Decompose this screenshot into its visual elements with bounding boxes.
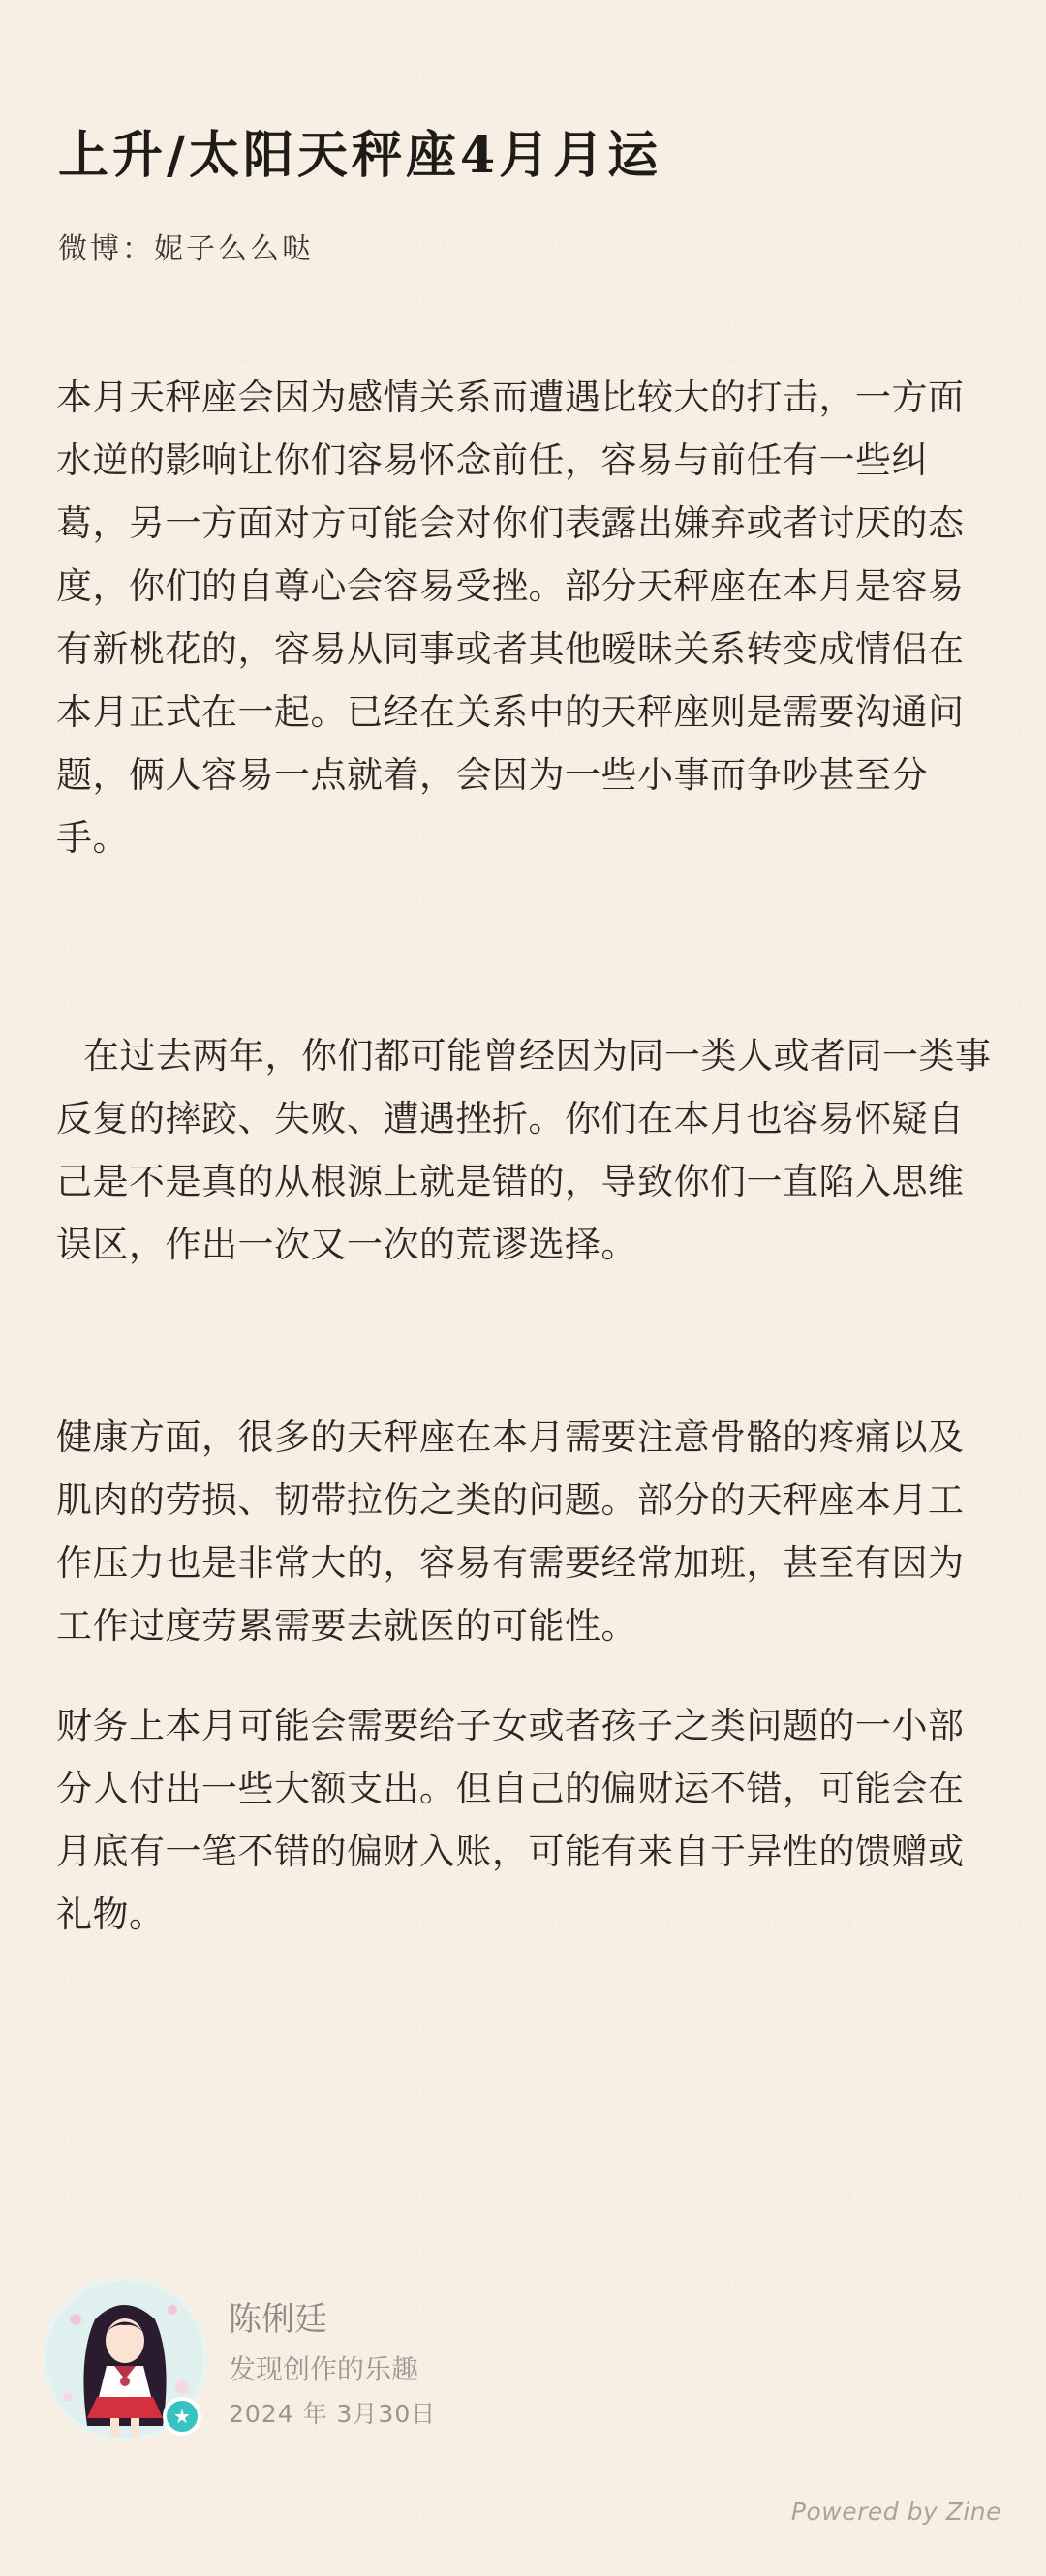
article-paragraph: 财务上本月可能会需要给子女或者孩子之类问题的一小部分人付出一些大额支出。但自己的偏财运不错，可能会在月底有一笔不错的偏财入账，可能有来自于异性的馈赠或礼物。 (56, 1705, 965, 1935)
article-paragraph: 本月天秤座会因为感情关系而遭遇比较大的打击，一方面水逆的影响让你们容易怀念前任，容易与前任有一些纠葛，另一方面对方可能会对你们表露出嫌弃或者讨厌的态度，你们的自尊心会容易受挫。部分天秤座在本月是容易有新桃花的，容易从同事或者其他暧昧关系转变成情侣在本月正式在一起。已经在关系中的天秤座则是需要沟通问题，俩人容易一点就着，会因为一些小事而争吵甚至分手。 (56, 377, 965, 859)
article-paragraph: 在过去两年，你们都可能曾经因为同一类人或者同一类事反复的摔跤、失败、遭遇挫折。你们在本月也容易怀疑自己是不是真的从根源上就是错的，导致你们一直陷入思维误区，作出一次又一次的荒谬选择。 (56, 1035, 992, 1265)
author-name[interactable]: 陈俐廷 (229, 2300, 327, 2339)
article-paragraph: 健康方面，很多的天秤座在本月需要注意骨骼的疼痛以及肌肉的劳损、韧带拉伤之类的问题。部分的天秤座本月工作压力也是非常大的，容易有需要经常加班，甚至有因为工作过度劳累需要去就医的可能性。 (56, 1416, 965, 1647)
star-badge-icon: ★ (163, 2397, 201, 2436)
article-title: 上升/太阳天秤座4月月运 (58, 126, 662, 185)
author-slogan: 发现创作的乐趣 (229, 2353, 419, 2385)
author-card[interactable] (43, 2277, 546, 2451)
post-date: 2024 年 3月30日 (229, 2400, 437, 2428)
weibo-author-line: 微博：妮子么么哒 (58, 232, 314, 266)
powered-by-label: Powered by Zine (790, 2498, 1001, 2526)
